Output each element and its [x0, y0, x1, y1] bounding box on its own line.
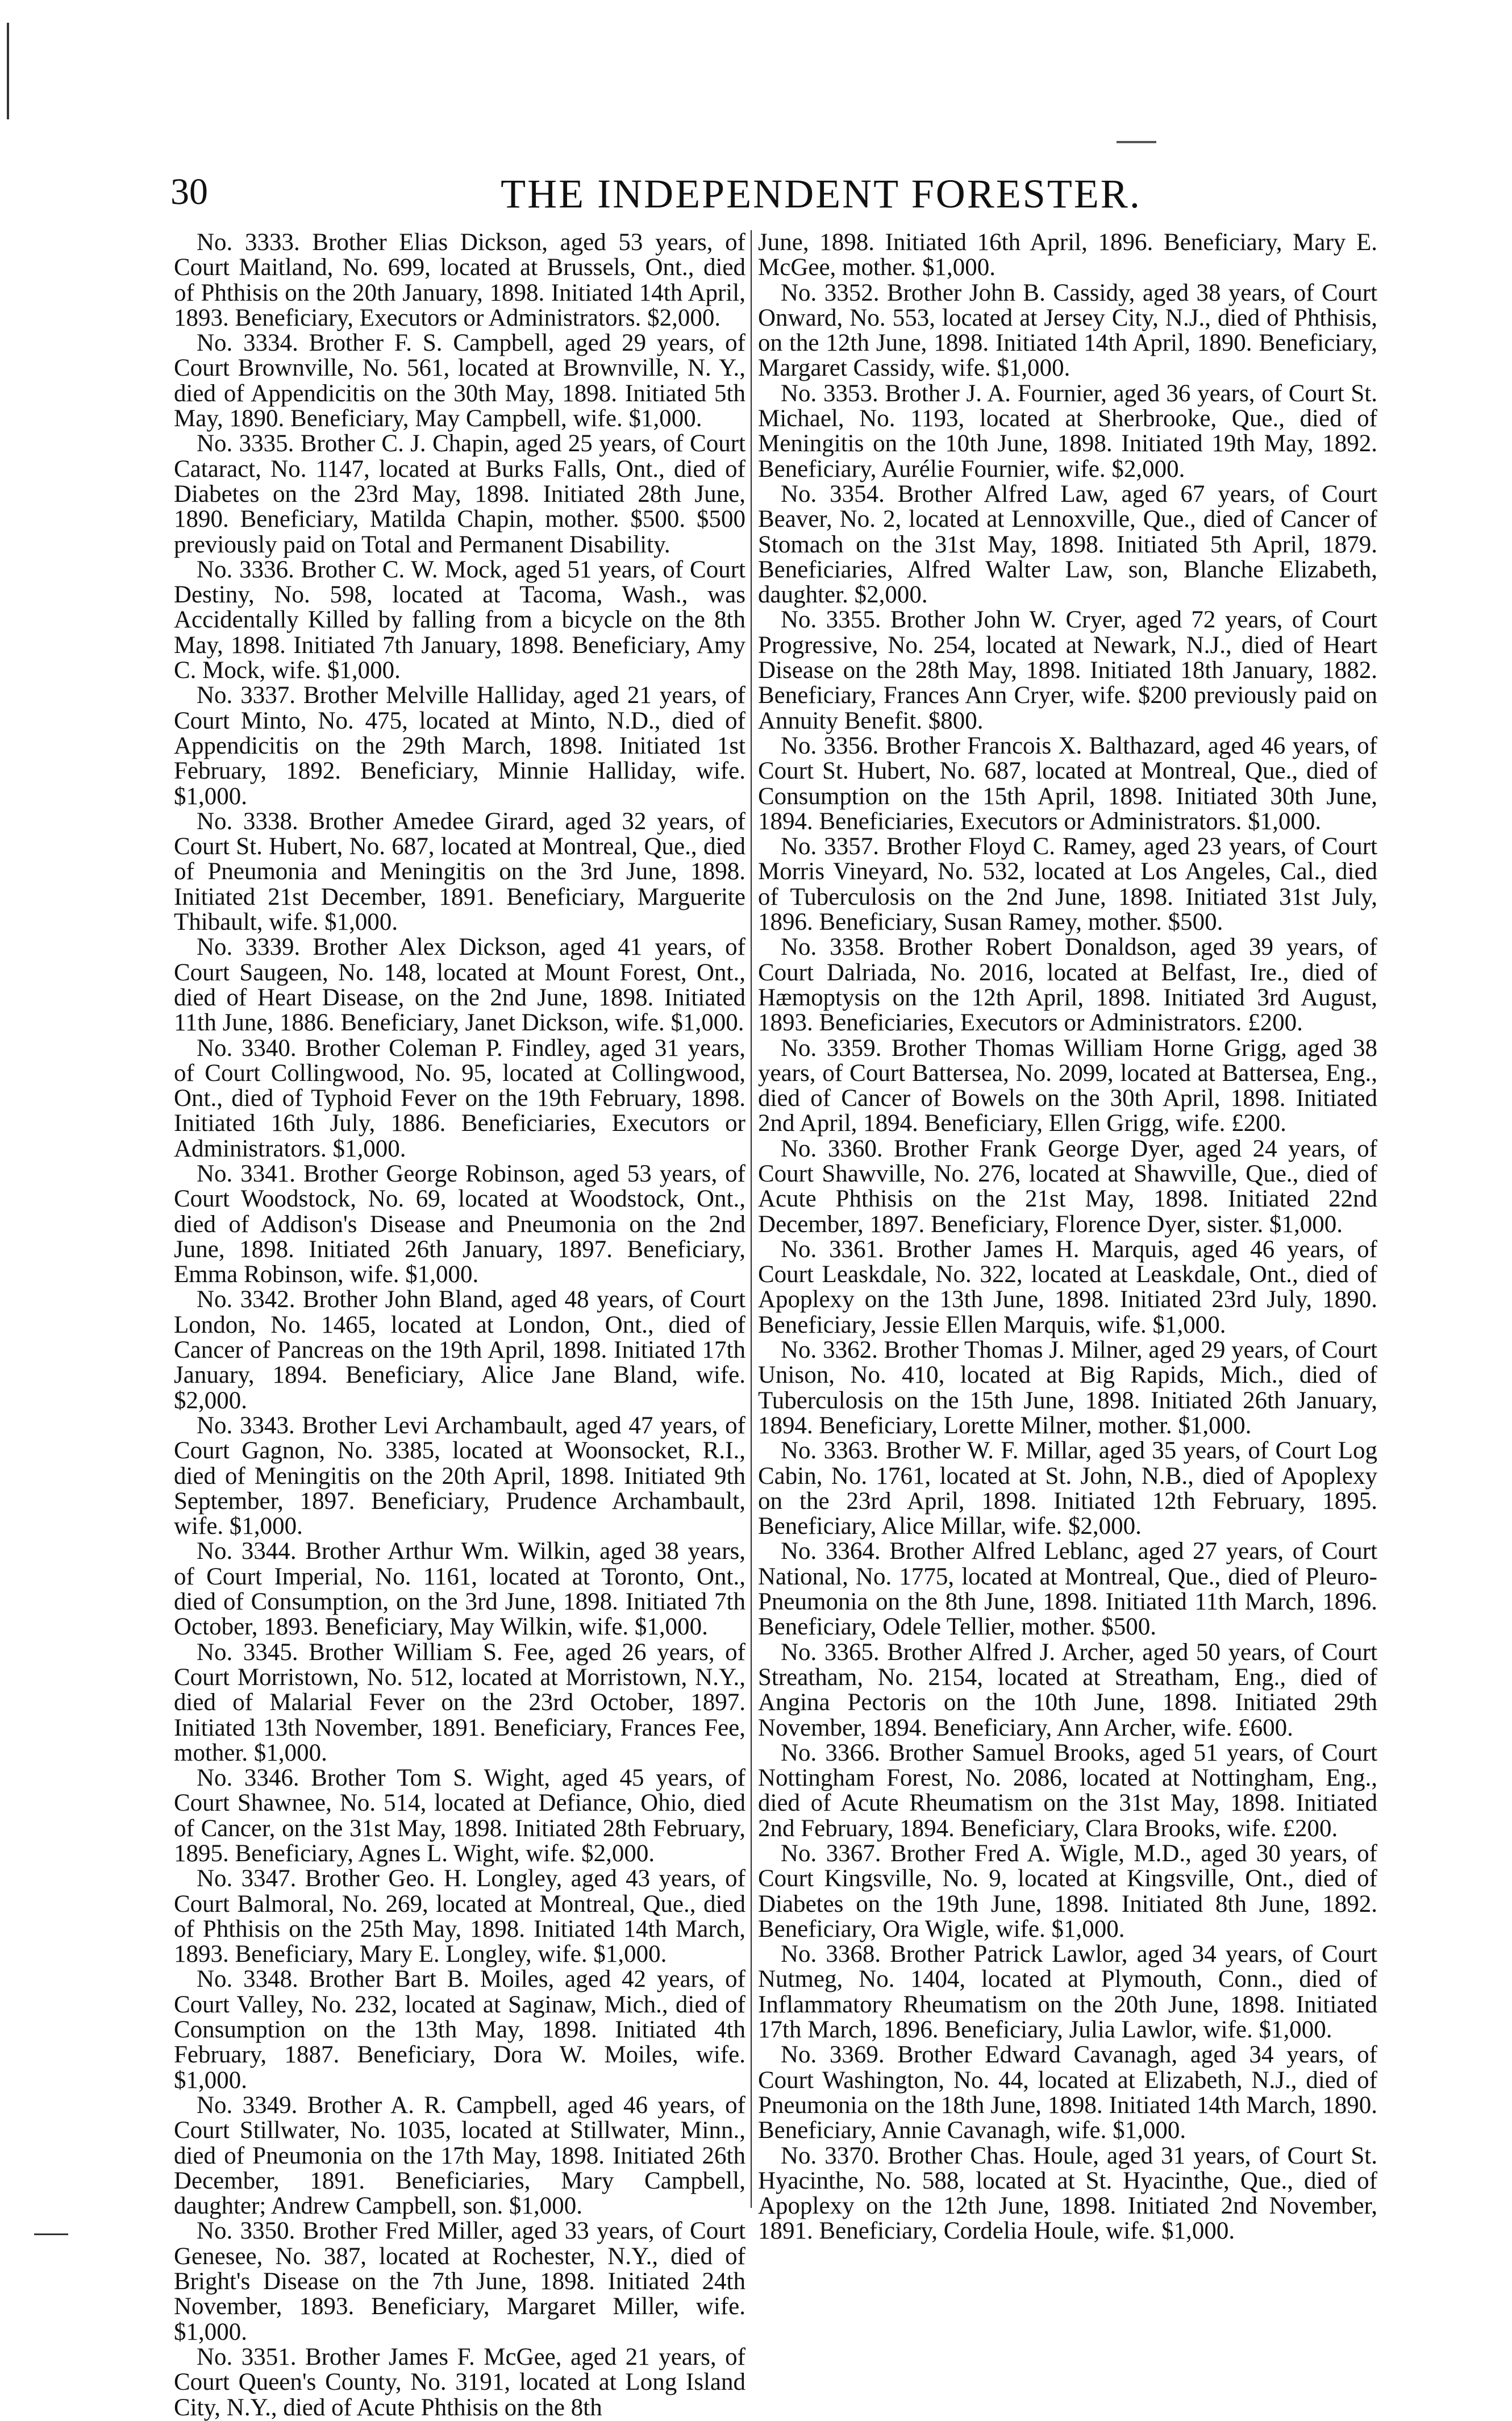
page-title: THE INDEPENDENT FORESTER. — [501, 171, 1142, 217]
entry-3357: No. 3357. Brother Floyd C. Ramey, aged 23 years, of Court Morris Vineyard, No. 532, located at Los Angeles, Cal., died of Tuberculosis on the 2nd June, 1898. Initiated 31st July, 1896. Beneficiary, Susan Ramey, mother. $500. — [758, 833, 1377, 936]
entry-3360: No. 3360. Brother Frank George Dyer, aged 24 years, of Court Shawville, No. 276, located at Shawville, Que., died of Acute Phthisis on the 21st May, 1898. Initiated 22nd December, 1897. Beneficiary, Florence Dyer, sister. $1,000. — [758, 1135, 1377, 1238]
entry-3339: No. 3339. Brother Alex Dickson, aged 41 years, of Court Saugeen, No. 148, located at Mount Forest, Ont., died of Heart Disease, on the 2nd June, 1898. Initiated 11th June, 1886. Beneficiary, Janet Dickson, wife. $1,000. — [174, 934, 745, 1037]
scan-smudge — [1117, 141, 1156, 143]
right-column — [758, 230, 1377, 2244]
entry-3338: No. 3338. Brother Amedee Girard, aged 32 years, of Court St. Hubert, No. 687, located at Montreal, Que., died of Pneumonia and Meningitis on the 3rd June, 1898. Initiated 21st December, 1891. Beneficiary, Marguerite Thibault, wife. $1,000. — [174, 808, 745, 936]
entry-3349: No. 3349. Brother A. R. Campbell, aged 46 years, of Court Stillwater, No. 1035, located at Stillwater, Minn., died of Pneumonia on the 17th May, 1898. Initiated 26th December, 1891. Beneficiaries, Mary Campbell, daughter; Andrew Campbell, son. $1,000. — [174, 2091, 745, 2220]
entry-3336: No. 3336. Brother C. W. Mock, aged 51 years, of Court Destiny, No. 598, located at Tacoma, Wash., was Accidentally Killed by falling from a bicycle on the 8th May, 1898. Initiated 7th January, 1898. Beneficiary, Amy C. Mock, wife. $1,000. — [174, 556, 745, 684]
column-divider — [751, 230, 752, 2208]
scan-bottom-mark — [34, 2233, 68, 2235]
entry-3341: No. 3341. Brother George Robinson, aged 53 years, of Court Woodstock, No. 69, located at Woodstock, Ont., died of Addison's Disease and Pneumonia on the 2nd June, 1898. Initiated 26th January, 1897. Beneficiary, Emma Robinson, wife. $1,000. — [174, 1160, 745, 1288]
entry-3358: No. 3358. Brother Robert Donaldson, aged 39 years, of Court Dalriada, No. 2016, located at Belfast, Ire., died of Hæmoptysis on the 12th April, 1898. Initiated 3rd August, 1893. Beneficiaries, Executors or Administrators. £200. — [758, 934, 1377, 1037]
entry-3362: No. 3362. Brother Thomas J. Milner, aged 29 years, of Court Unison, No. 410, located at Big Rapids, Mich., died of Tuberculosis on the 15th June, 1898. Initiated 26th January, 1894. Beneficiary, Lorette Milner, mother. $1,000. — [758, 1337, 1377, 1439]
entry-3359: No. 3359. Brother Thomas William Horne Grigg, aged 38 years, of Court Battersea, No. 2099, located at Battersea, Eng., died of Cancer of Bowels on the 30th April, 1898. Initiated 2nd April, 1894. Beneficiary, Ellen Grigg, wife. £200. — [758, 1034, 1377, 1137]
entry-3370: No. 3370. Brother Chas. Houle, aged 31 years, of Court St. Hyacinthe, No. 588, located at St. Hyacinthe, Que., died of Apoplexy on the 12th June, 1898. Initiated 2nd November, 1891. Beneficiary, Cordelia Houle, wife. $1,000. — [758, 2142, 1377, 2245]
entry-3351-continued: June, 1898. Initiated 16th April, 1896. Beneficiary, Mary E. McGee, mother. $1,000. — [758, 229, 1377, 281]
entry-3337: No. 3337. Brother Melville Halliday, aged 21 years, of Court Minto, No. 475, located at Minto, N.D., died of Appendicitis on the 29th March, 1898. Initiated 1st February, 1892. Beneficiary, Minnie Halliday, wife. $1,000. — [174, 682, 745, 810]
entry-3367: No. 3367. Brother Fred A. Wigle, M.D., aged 30 years, of Court Kingsville, No. 9, located at Kingsville, Ont., died of Diabetes on the 19th June, 1898. Initiated 8th June, 1892. Beneficiary, Ora Wigle, wife. $1,000. — [758, 1840, 1377, 1942]
entry-3348: No. 3348. Brother Bart B. Moiles, aged 42 years, of Court Valley, No. 232, located at Saginaw, Mich., died of Consumption on the 13th May, 1898. Initiated 4th February, 1887. Beneficiary, Dora W. Moiles, wife. $1,000. — [174, 1966, 745, 2094]
entry-3333: No. 3333. Brother Elias Dickson, aged 53 years, of Court Maitland, No. 699, located at Brussels, Ont., died of Phthisis on the 20th January, 1898. Initiated 14th April, 1893. Beneficiary, Executors or Administrators. $2,000. — [174, 229, 745, 331]
entry-3368: No. 3368. Brother Patrick Lawlor, aged 34 years, of Court Nutmeg, No. 1404, located at Plymouth, Conn., died of Inflammatory Rheumatism on the 20th June, 1898. Initiated 17th March, 1896. Beneficiary, Julia Lawlor, wife. $1,000. — [758, 1941, 1377, 2044]
page-number: 30 — [170, 171, 208, 213]
entry-3369: No. 3369. Brother Edward Cavanagh, aged 34 years, of Court Washington, No. 44, located at Elizabeth, N.J., died of Pneumonia on the 18th June, 1898. Initiated 14th March, 1890. Beneficiary, Annie Cavanagh, wife. $1,000. — [758, 2041, 1377, 2144]
entry-3364: No. 3364. Brother Alfred Leblanc, aged 27 years, of Court National, No. 1775, located at Montreal, Que., died of Pleuro-Pneumonia on the 8th June, 1898. Initiated 11th March, 1896. Beneficiary, Odele Tellier, mother. $500. — [758, 1538, 1377, 1641]
entry-3344: No. 3344. Brother Arthur Wm. Wilkin, aged 38 years, of Court Imperial, No. 1161, located at Toronto, Ont., died of Consumption, on the 3rd June, 1898. Initiated 7th October, 1893. Beneficiary, May Wilkin, wife. $1,000. — [174, 1538, 745, 1641]
entry-3365: No. 3365. Brother Alfred J. Archer, aged 50 years, of Court Streatham, No. 2154, located at Streatham, Eng., died of Angina Pectoris on the 10th June, 1898. Initiated 29th November, 1894. Beneficiary, Ann Archer, wife. £600. — [758, 1638, 1377, 1741]
entry-3347: No. 3347. Brother Geo. H. Longley, aged 43 years, of Court Balmoral, No. 269, located at Montreal, Que., died of Phthisis on the 25th May, 1898. Initiated 14th March, 1893. Beneficiary, Mary E. Longley, wife. $1,000. — [174, 1865, 745, 1968]
entry-3354: No. 3354. Brother Alfred Law, aged 67 years, of Court Beaver, No. 2, located at Lennoxville, Que., died of Cancer of Stomach on the 31st May, 1898. Initiated 5th April, 1879. Beneficiaries, Alfred Walter Law, son, Blanche Elizabeth, daughter. $2,000. — [758, 480, 1377, 609]
entry-3350: No. 3350. Brother Fred Miller, aged 33 years, of Court Genesee, No. 387, located at Rochester, N.Y., died of Bright's Disease on the 7th June, 1898. Initiated 24th November, 1893. Beneficiary, Margaret Miller, wife. $1,000. — [174, 2218, 745, 2345]
entry-3351: No. 3351. Brother James F. McGee, aged 21 years, of Court Queen's County, No. 3191, located at Long Island City, N.Y., died of Acute Phthisis on the 8th — [174, 2343, 745, 2421]
entry-3352: No. 3352. Brother John B. Cassidy, aged 38 years, of Court Onward, No. 553, located at Jersey City, N.J., died of Phthisis, on the 12th June, 1898. Initiated 14th April, 1890. Beneficiary, Margaret Cassidy, wife. $1,000. — [758, 279, 1377, 382]
left-column — [174, 230, 745, 2420]
entry-3335: No. 3335. Brother C. J. Chapin, aged 25 years, of Court Cataract, No. 1147, located at Burks Falls, Ont., died of Diabetes on the 23rd May, 1898. Initiated 28th June, 1890. Beneficiary, Matilda Chapin, mother. $500. $500 previously paid on Total and Permanent Disability. — [174, 430, 745, 558]
entry-3343: No. 3343. Brother Levi Archambault, aged 47 years, of Court Gagnon, No. 3385, located at Woonsocket, R.I., died of Meningitis on the 20th April, 1898. Initiated 9th September, 1897. Beneficiary, Prudence Archambault, wife. $1,000. — [174, 1412, 745, 1540]
entry-3355: No. 3355. Brother John W. Cryer, aged 72 years, of Court Progressive, No. 254, located at Newark, N.J., died of Heart Disease on the 28th May, 1898. Initiated 18th January, 1882. Beneficiary, Frances Ann Cryer, wife. $200 previously paid on Annuity Benefit. $800. — [758, 606, 1377, 734]
entry-3356: No. 3356. Brother Francois X. Balthazard, aged 46 years, of Court St. Hubert, No. 687, located at Montreal, Que., died of Consumption on the 15th April, 1898. Initiated 30th June, 1894. Beneficiaries, Executors or Administrators. $1,000. — [758, 732, 1377, 835]
scan-margin-mark — [7, 23, 9, 119]
entry-3363: No. 3363. Brother W. F. Millar, aged 35 years, of Court Log Cabin, No. 1761, located at St. John, N.B., died of Apoplexy on the 23rd April, 1898. Initiated 12th February, 1895. Beneficiary, Alice Millar, wife. $2,000. — [758, 1437, 1377, 1540]
entry-3353: No. 3353. Brother J. A. Fournier, aged 36 years, of Court St. Michael, No. 1193, located at Sherbrooke, Que., died of Meningitis on the 10th June, 1898. Initiated 19th May, 1892. Beneficiary, Aurélie Fournier, wife. $2,000. — [758, 380, 1377, 482]
entry-3340: No. 3340. Brother Coleman P. Findley, aged 31 years, of Court Collingwood, No. 95, located at Collingwood, Ont., died of Typhoid Fever on the 19th February, 1898. Initiated 16th July, 1886. Beneficiaries, Executors or Administrators. $1,000. — [174, 1034, 745, 1162]
entry-3366: No. 3366. Brother Samuel Brooks, aged 51 years, of Court Nottingham Forest, No. 2086, located at Nottingham, Eng., died of Acute Rheumatism on the 31st May, 1898. Initiated 2nd February, 1894. Beneficiary, Clara Brooks, wife. £200. — [758, 1739, 1377, 1842]
entry-3346: No. 3346. Brother Tom S. Wight, aged 45 years, of Court Shawnee, No. 514, located at Defiance, Ohio, died of Cancer, on the 31st May, 1898. Initiated 28th February, 1895. Beneficiary, Agnes L. Wight, wife. $2,000. — [174, 1765, 745, 1867]
entry-3342: No. 3342. Brother John Bland, aged 48 years, of Court London, No. 1465, located at London, Ont., died of Cancer of Pancreas on the 19th April, 1898. Initiated 17th January, 1894. Beneficiary, Alice Jane Bland, wife. $2,000. — [174, 1286, 745, 1414]
entry-3361: No. 3361. Brother James H. Marquis, aged 46 years, of Court Leaskdale, No. 322, located at Leaskdale, Ont., died of Apoplexy on the 13th June, 1898. Initiated 23rd July, 1890. Beneficiary, Jessie Ellen Marquis, wife. $1,000. — [758, 1236, 1377, 1338]
page-header — [170, 170, 1472, 233]
entry-3345: No. 3345. Brother William S. Fee, aged 26 years, of Court Morristown, No. 512, located at Morristown, N.Y., died of Malarial Fever on the 23rd October, 1897. Initiated 13th November, 1891. Beneficiary, Frances Fee, mother. $1,000. — [174, 1638, 745, 1766]
entry-3334: No. 3334. Brother F. S. Campbell, aged 29 years, of Court Brownville, No. 561, located at Brownville, N. Y., died of Appendicitis on the 30th May, 1898. Initiated 5th May, 1890. Beneficiary, May Campbell, wife. $1,000. — [174, 330, 745, 432]
